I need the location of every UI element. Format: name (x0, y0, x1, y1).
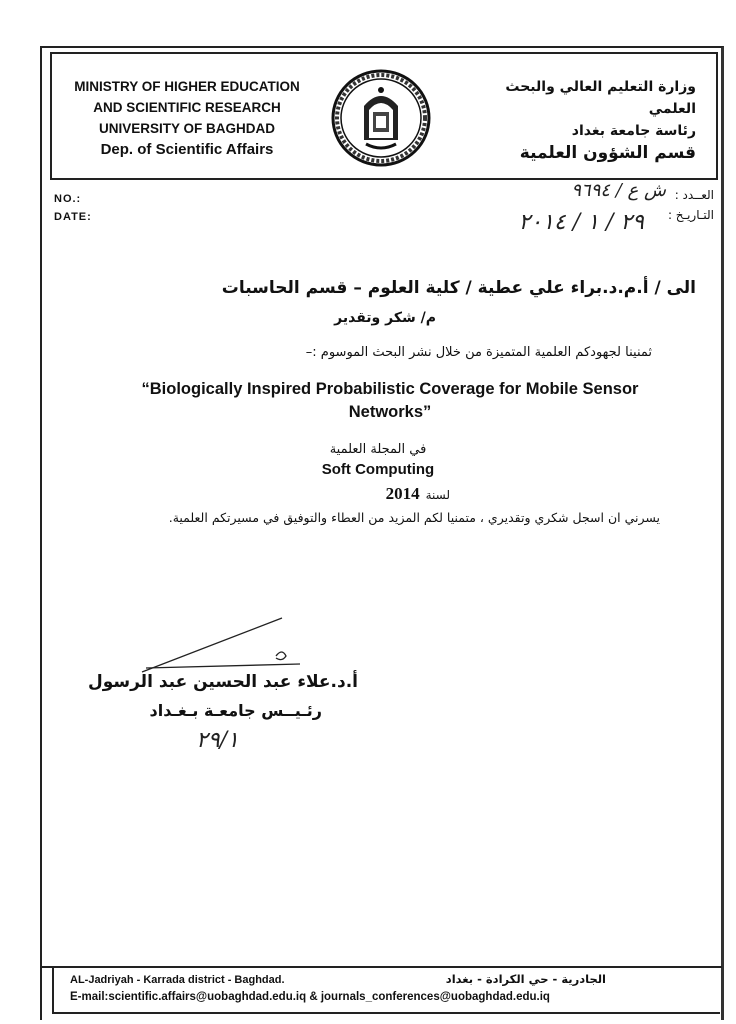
handwritten-reference-number: ش ع / ٩٦٩٤ (571, 180, 666, 201)
letterhead-arabic (466, 76, 696, 164)
date-label: DATE: (54, 211, 92, 223)
letterhead-en-line-3: UNIVERSITY OF BAGHDAD (98, 121, 275, 136)
letterhead-en-line-4: Dep. of Scientific Affairs (100, 141, 274, 158)
letterhead-en-line-2: AND SCIENTIFIC RESEARCH (93, 100, 281, 115)
publication-year (340, 484, 450, 504)
letterhead-english (62, 76, 312, 160)
letterhead-ar-line-2: رئاسة جامعة بغداد (571, 123, 696, 139)
signatory-title: رئـيــس جامعـة بـغـداد (149, 701, 322, 720)
journal-label-arabic: في المجلة العلمية (329, 442, 427, 457)
closing-text: يسرني ان اسجل شكري وتقديري ، متمنيا لكم المزيد من العطاء والتوفيق في مسيرتكم العلمية. (168, 510, 660, 525)
year-value: 2014 (385, 484, 420, 503)
handwritten-date: ٢٩ / ١ / ٢٠١٤ (518, 210, 644, 235)
number-label: NO.: (54, 193, 82, 205)
addressee: الى / أ.م.د.براء علي عطية / كلية العلوم – قسم الحاسبات (221, 278, 696, 298)
paper-title-line-1: “Biologically Inspired Probabilistic Coverage for Mobile Sensor (141, 380, 639, 398)
university-seal-logo (330, 68, 432, 168)
footer-address-english: AL-Jadriyah - Karrada district - Baghdad. (70, 974, 285, 986)
letterhead-en-line-1: MINISTRY OF HIGHER EDUCATION (74, 79, 300, 94)
handwritten-signature-date: ٢٩/١ (196, 728, 239, 753)
journal-name: Soft Computing (321, 461, 435, 478)
footer-email: E-mail:scientific.affairs@uobaghdad.edu.iq & journals_conferences@uobaghdad.edu.iq (70, 991, 550, 1003)
signatory-name: أ.د.علاء عبد الحسين عبد الرسول (87, 672, 358, 692)
letterhead-ar-line-3: قسم الشؤون العلمية (519, 143, 696, 163)
paper-title-line-2: Networks” (348, 403, 432, 421)
subject-line: م/ شكر وتقدير (334, 310, 436, 326)
number-label-arabic: العــدد : (674, 188, 714, 202)
letterhead-ar-line-1: وزارة التعليم العالي والبحث العلمي (505, 79, 696, 117)
intro-text: ثمنينا لجهودكم العلمية المتميزة من خلال نشر البحث الموسوم :– (305, 345, 652, 360)
footer-divider (42, 966, 722, 968)
date-label-arabic: التـاريـخ : (667, 208, 714, 222)
year-label-arabic: لسنة (425, 488, 450, 502)
paper-title (110, 378, 670, 424)
footer-address-arabic: الجادرية - حي الكرادة - بغداد (445, 972, 606, 986)
